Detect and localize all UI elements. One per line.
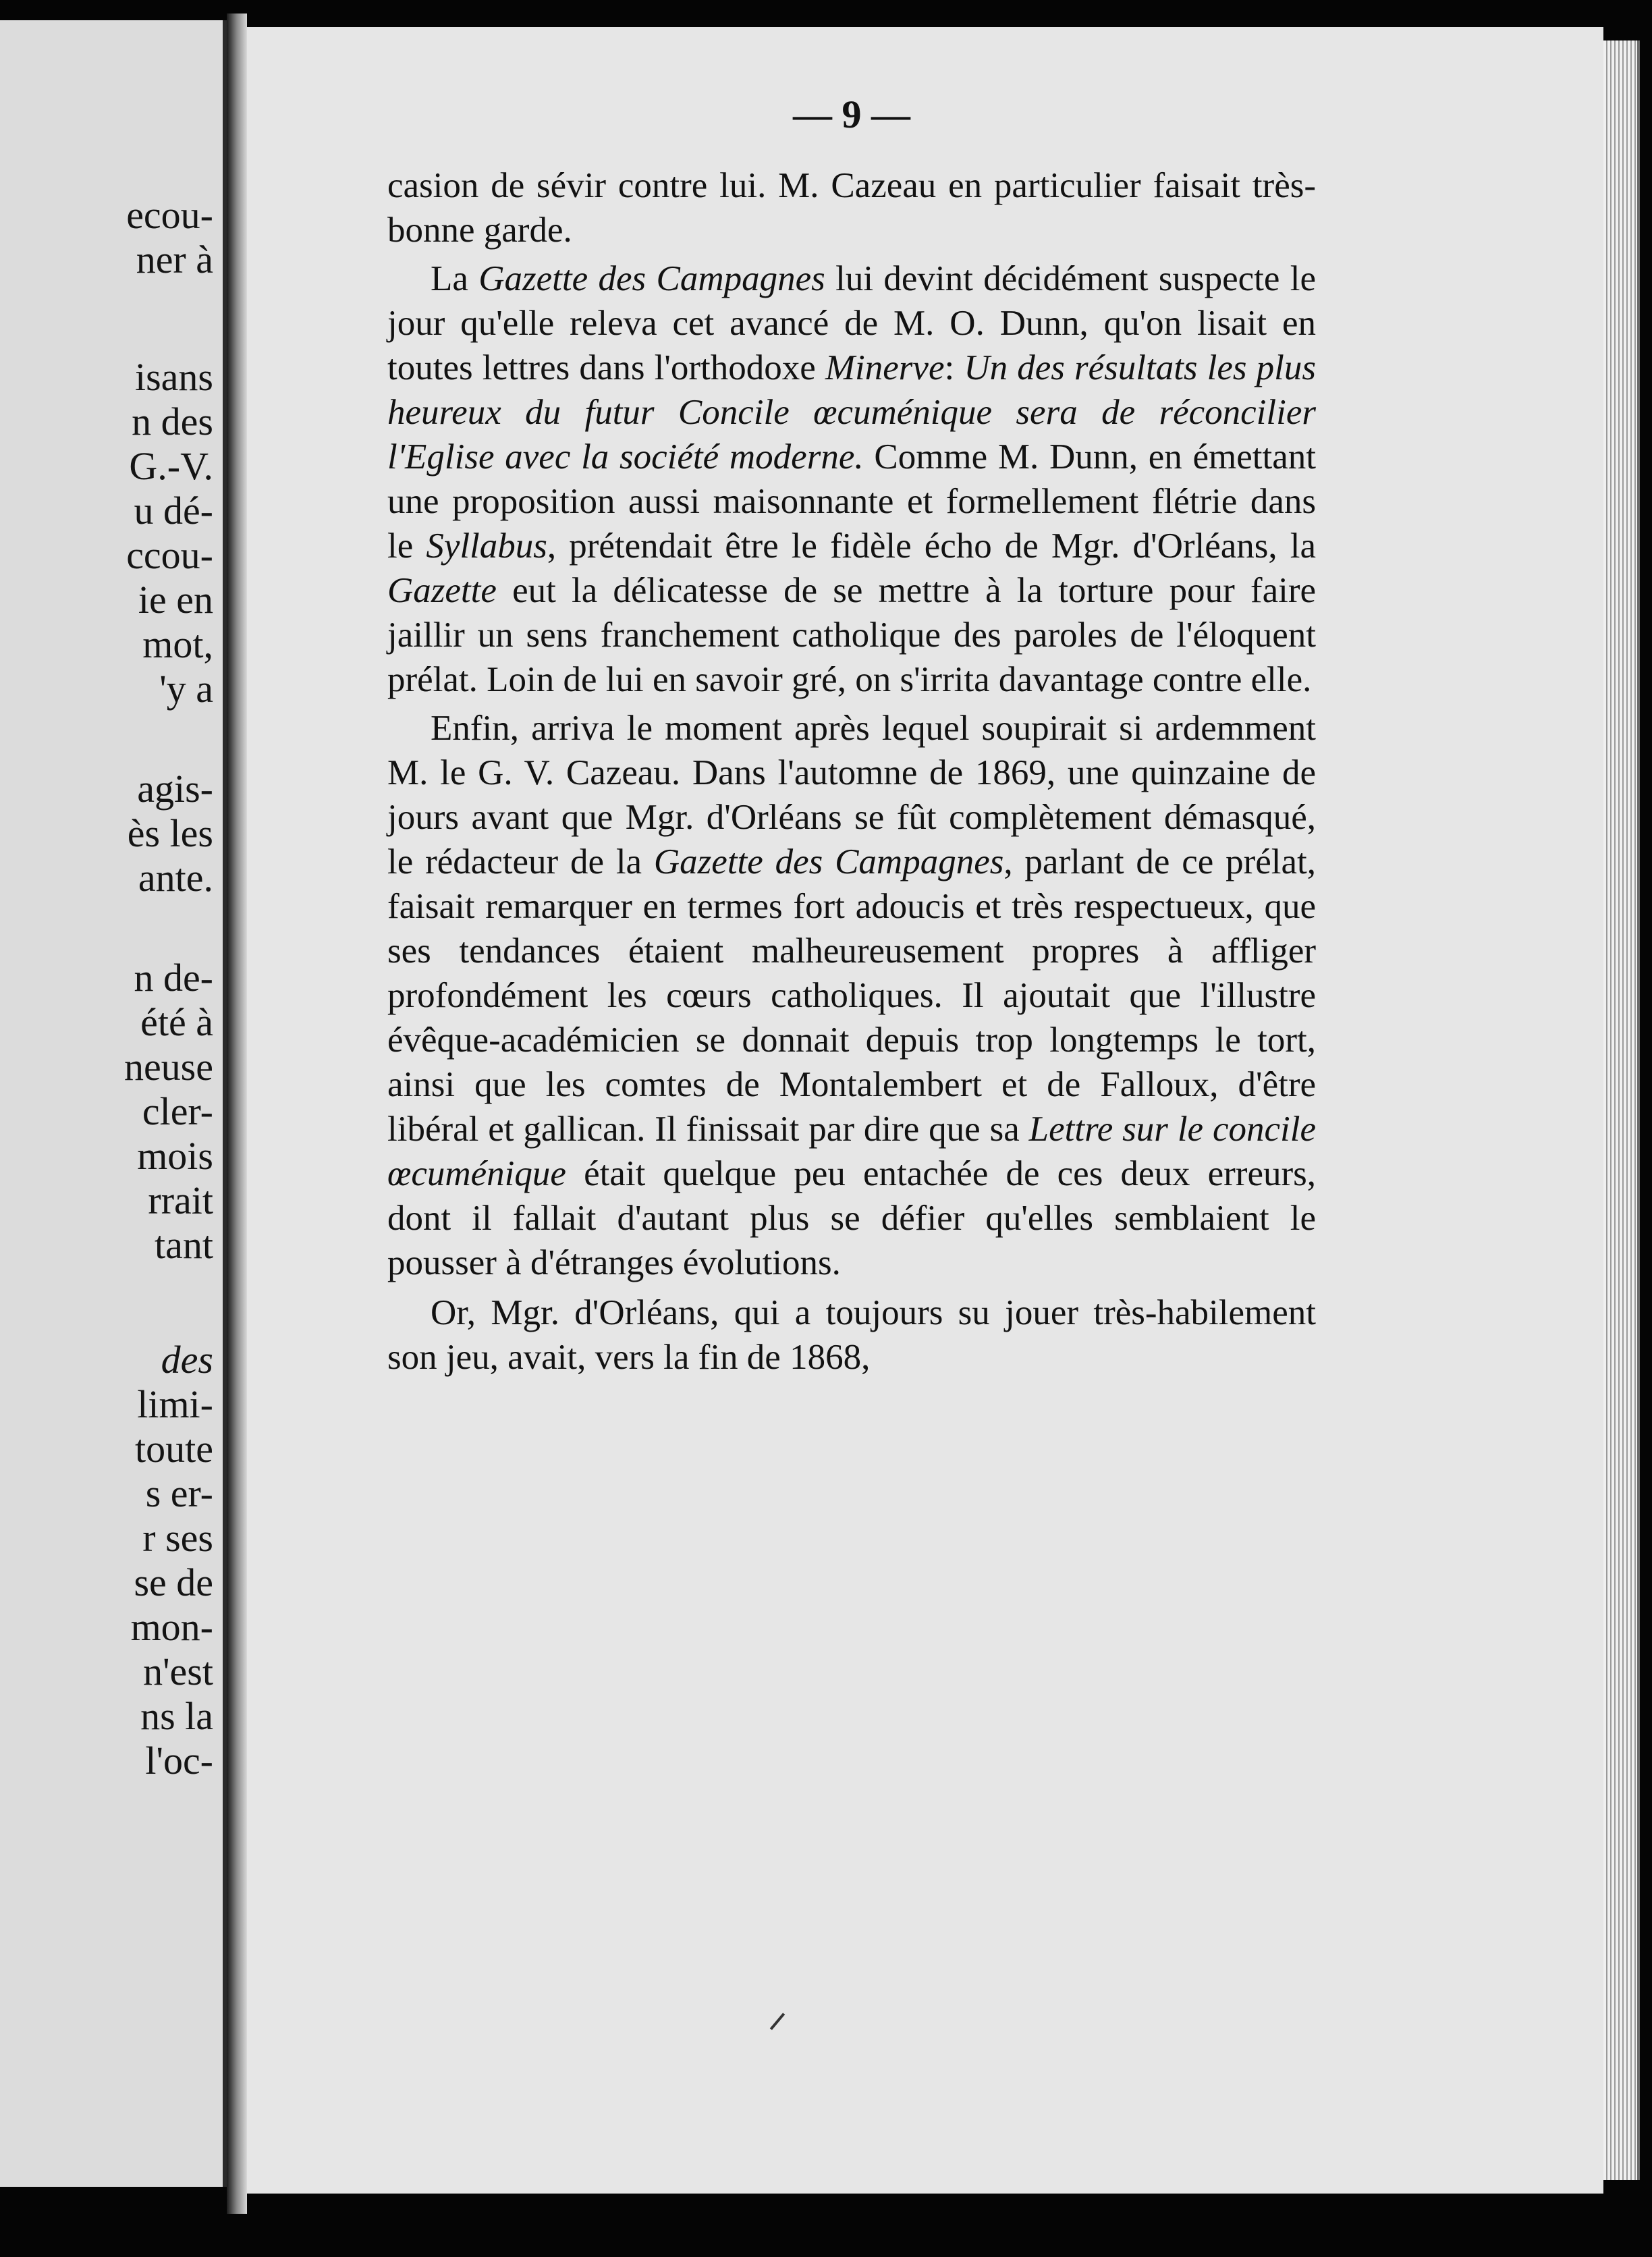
left-page-line-fragment: 'y a bbox=[159, 667, 213, 711]
p2-italic-syllabus: Syllabus bbox=[426, 526, 547, 566]
p2-text-d: Comme M. Dunn, en émettant une proposition aussi maisonnante et formellement flétrie dans le bbox=[387, 437, 1316, 566]
paragraph-2 bbox=[387, 256, 1316, 702]
left-page-line-fragment: mon- bbox=[130, 1605, 213, 1649]
left-page-line-fragment: l'oc- bbox=[145, 1739, 213, 1783]
paragraph-1 bbox=[387, 163, 1316, 252]
left-page-line-fragment: mois bbox=[137, 1134, 213, 1178]
left-page-line-fragment: n de- bbox=[134, 956, 213, 1000]
left-page-line-fragment: se de bbox=[134, 1560, 213, 1604]
left-page-line-fragment: G.-V. bbox=[129, 444, 213, 488]
left-page-line-fragment: n des bbox=[132, 400, 213, 443]
left-page-line-fragment: ecou- bbox=[126, 193, 213, 237]
left-page-line-fragment: n'est bbox=[143, 1650, 213, 1693]
page-number: — 9 — bbox=[793, 92, 910, 136]
left-page-line-fragment: ner à bbox=[136, 238, 213, 281]
p2-text-c: : bbox=[944, 348, 964, 387]
left-page-line-fragment: ns la bbox=[140, 1694, 213, 1738]
left-page-line-fragment: tant bbox=[155, 1223, 213, 1267]
p2-italic-minerve: Minerve bbox=[825, 348, 945, 387]
left-page-line-fragment: u dé- bbox=[134, 489, 213, 533]
p3-italic-lettre: Lettre sur le concile œcuménique bbox=[387, 1110, 1316, 1193]
left-page-line-fragment: ès les bbox=[127, 811, 213, 855]
p2-italic-quote: Un des résultats les plus heureux du futur Concile œcuménique sera de réconcilier l'Eglise avec la société moderne. bbox=[387, 348, 1316, 477]
p2-text-a: La bbox=[431, 259, 479, 298]
left-page-line-fragment: ante. bbox=[138, 856, 213, 900]
left-page-line-fragment: agis- bbox=[137, 767, 213, 811]
p2-italic-gazette: Gazette des Campagnes bbox=[478, 259, 825, 298]
paragraph-1-text: casion de sévir contre lui. M. Cazeau en particulier faisait très-bonne garde. bbox=[387, 166, 1316, 250]
left-page-line-fragment: ccou- bbox=[126, 533, 213, 577]
p3-text-b: , parlant de ce prélat, faisait remarquer en termes fort adoucis et très respectueux, que ses tendances étaient malheureusement propres à affliger profondément les cœurs catholiques. Il ajoutait que l'illustre évêque-académicien se donnait depuis trop longtemps le tort, ainsi que les comtes de Montalembert et de Falloux, d'être libéral et gallican. Il finissait par dire que sa bbox=[387, 842, 1316, 1149]
left-page-line-fragment: cler- bbox=[142, 1089, 213, 1133]
left-page-line-fragment: été à bbox=[140, 1000, 213, 1044]
left-facing-page bbox=[0, 20, 227, 2187]
left-page-line-fragment: isans bbox=[135, 355, 213, 399]
paragraph-4-text: Or, Mgr. d'Orléans, qui a toujours su jouer très-habilement son jeu, avait, vers la fin de 1868, bbox=[387, 1293, 1316, 1377]
paragraph-3 bbox=[387, 706, 1316, 1285]
paragraph-4 bbox=[387, 1290, 1316, 1380]
left-page-line-fragment: s er- bbox=[145, 1471, 213, 1515]
left-page-line-fragment: ie en bbox=[138, 578, 213, 622]
left-page-line-fragment: limi- bbox=[137, 1382, 213, 1426]
left-page-line-fragment: toute bbox=[135, 1427, 213, 1471]
p3-italic-gazette: Gazette des Campagnes bbox=[653, 842, 1004, 881]
p2-text-e: , prétendait être le fidèle écho de Mgr. d'Orléans, la bbox=[547, 526, 1316, 566]
p2-italic-gazette-short: Gazette bbox=[387, 571, 497, 610]
left-page-line-fragment: mot, bbox=[142, 622, 213, 666]
left-page-line-fragment: neuse bbox=[123, 1045, 213, 1089]
left-page-line-fragment: des bbox=[161, 1338, 213, 1382]
p3-text-a: Enfin, arriva le moment après lequel soupirait si ardemment M. le G. V. Cazeau. Dans l'automne de 1869, une quinzaine de jours avant que Mgr. d'Orléans se fût complètement démasqué, le rédacteur de la bbox=[387, 709, 1316, 881]
page-edges bbox=[1603, 40, 1640, 2180]
p3-text-c: était quelque peu entachée de ces deux erreurs, dont il fallait d'autant plus se défier qu'elles semblaient le pousser à d'étranges évolutions. bbox=[387, 1154, 1316, 1282]
left-page-line-fragment: r ses bbox=[142, 1516, 213, 1560]
left-page-line-fragment: rrait bbox=[148, 1178, 213, 1222]
book-gutter bbox=[227, 13, 247, 2214]
p2-text-f: eut la délicatesse de se mettre à la torture pour faire jaillir un sens franchement catholique des paroles de l'éloquent prélat. Loin de lui en savoir gré, on s'irrita davantage contre elle. bbox=[387, 571, 1316, 699]
page-body-text bbox=[387, 163, 1316, 1380]
p2-text-b: lui devint décidément suspecte le jour qu'elle releva cet avancé de M. O. Dunn, qu'on lisait en toutes lettres dans l'orthodoxe bbox=[387, 259, 1316, 387]
